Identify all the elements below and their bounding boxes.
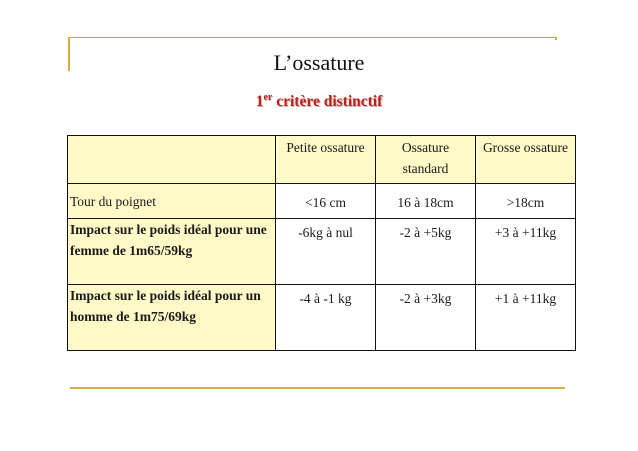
ossature-table <box>67 135 576 351</box>
table-header-row <box>68 136 576 184</box>
table-cell: -2 à +3kg <box>376 285 476 351</box>
table-row <box>68 184 576 219</box>
subtitle-superscript: er <box>263 92 273 103</box>
slide-subtitle <box>0 92 638 111</box>
row-label: Tour du poignet <box>68 184 276 219</box>
slide-bottom-rule <box>70 387 565 389</box>
subtitle-text: critère distinctif <box>272 93 383 111</box>
header-cell-grosse: Grosse ossature <box>476 136 576 184</box>
table-cell: +3 à +11kg <box>476 219 576 285</box>
table-cell: +1 à +11kg <box>476 285 576 351</box>
table-row <box>68 285 576 351</box>
header-cell-standard: Ossature standard <box>376 136 476 184</box>
slide-frame-top-rule <box>68 37 556 38</box>
subtitle-ordinal: 1 <box>255 93 264 111</box>
slide-title: L’ossature <box>273 50 365 75</box>
row-label: Impact sur le poids idéal pour une femme de 1m65/59kg <box>68 219 276 285</box>
table-cell: >18cm <box>476 184 576 219</box>
header-cell-blank <box>68 136 276 184</box>
table-row <box>68 219 576 285</box>
table-cell: -6kg à nul <box>276 219 376 285</box>
row-label: Impact sur le poids idéal pour un homme de 1m75/69kg <box>68 285 276 351</box>
header-cell-petite: Petite ossature <box>276 136 376 184</box>
table-cell: <16 cm <box>276 184 376 219</box>
slide-frame-right-rule <box>555 37 557 40</box>
table-cell: 16 à 18cm <box>376 184 476 219</box>
table-cell: -2 à +5kg <box>376 219 476 285</box>
table-cell: -4 à -1 kg <box>276 285 376 351</box>
